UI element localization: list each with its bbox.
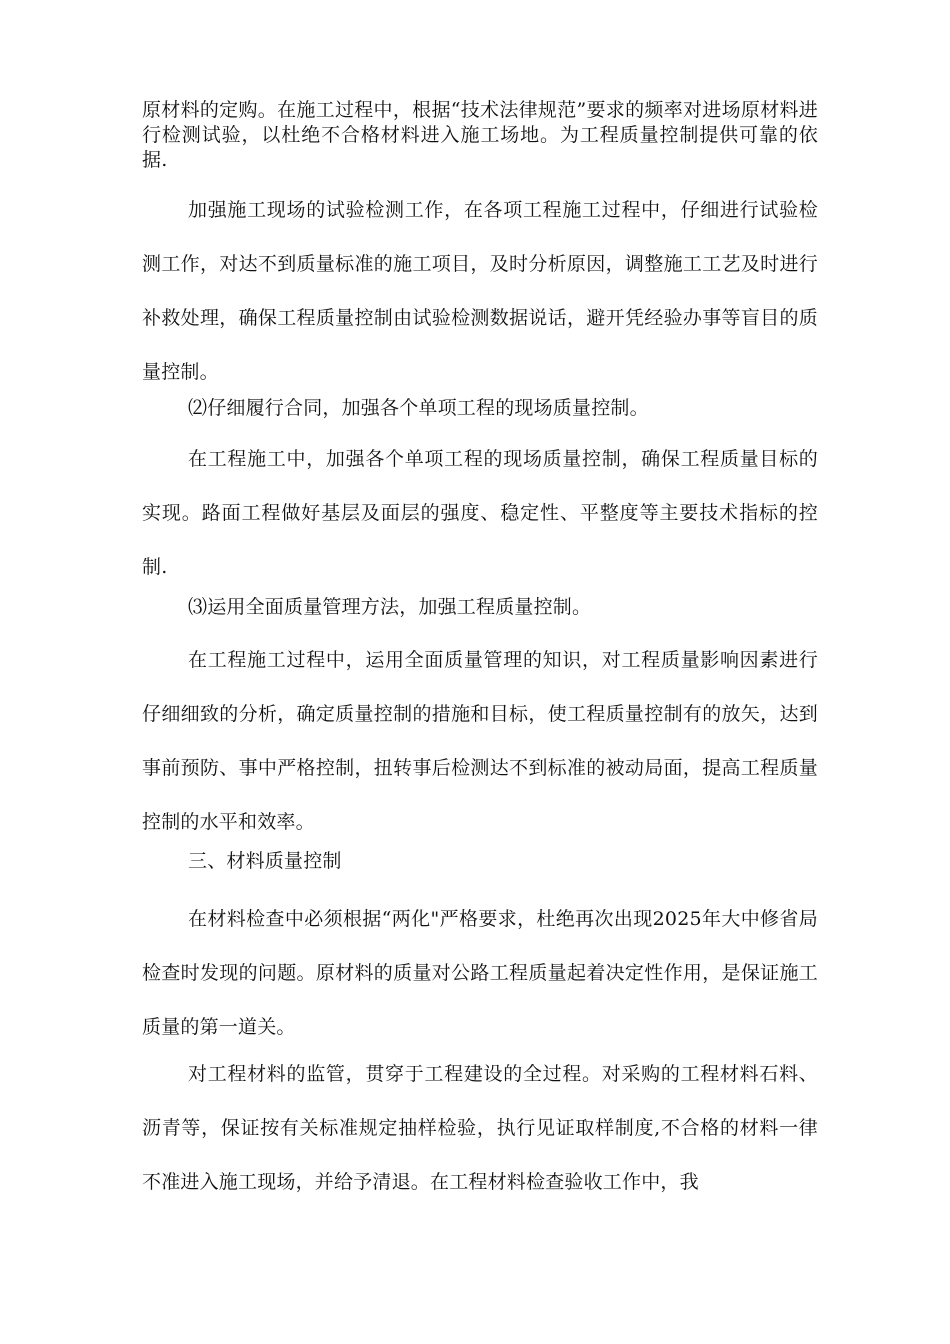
paragraph-quality-management: 在工程施工过程中，运用全面质量管理的知识，对工程质量影响因素进行仔细细致的分析，确定质量控制的措施和目标，使工程质量控制有的放矢，达到事前预防、事中严格控制，扭转事后检测达不到标准的被动局面，提高工程质量控制的水平和效率。 <box>142 649 818 833</box>
paragraph-quality-goals: 在工程施工中，加强各个单项工程的现场质量控制，确保工程质量目标的实现。路面工程做好基层及面层的强度、稳定性、平整度等主要技术指标的控制. <box>142 448 818 578</box>
heading-total-quality-management: ⑶运用全面质量管理方法，加强工程质量控制。 <box>188 596 592 618</box>
paragraph-site-testing: 加强施工现场的试验检测工作，在各项工程施工过程中，仔细进行试验检测工作，对达不到质量标准的施工项目，及时分析原因，调整施工工艺及时进行补救处理，确保工程质量控制由试验检测数据说话，避开凭经验办事等盲目的质量控制。 <box>142 199 818 383</box>
heading-contract-performance: ⑵仔细履行合同，加强各个单项工程的现场质量控制。 <box>188 397 649 419</box>
section-heading-material-quality: 三、材料质量控制 <box>188 850 342 872</box>
paragraph-material-ordering: 原材料的定购。在施工过程中，根据“技术法律规范”要求的频率对进场原材料进行检测试验，以杜绝不合格材料进入施工场地。为工程质量控制提供可靠的依据. <box>142 99 818 171</box>
paragraph-material-supervision: 对工程材料的监管，贯穿于工程建设的全过程。对采购的工程材料石料、沥青等，保证按有关标准规定抽样检验，执行见证取样制度,不合格的材料一律不准进入施工现场，并给予清退。在工程材料检查验收工作中，我 <box>142 1063 818 1193</box>
paragraph-material-inspection: 在材料检查中必须根据“两化"严格要求，杜绝再次出现2025年大中修省局检查时发现的问题。原材料的质量对公路工程质量起着决定性作用，是保证施工质量的第一道关。 <box>142 908 818 1038</box>
